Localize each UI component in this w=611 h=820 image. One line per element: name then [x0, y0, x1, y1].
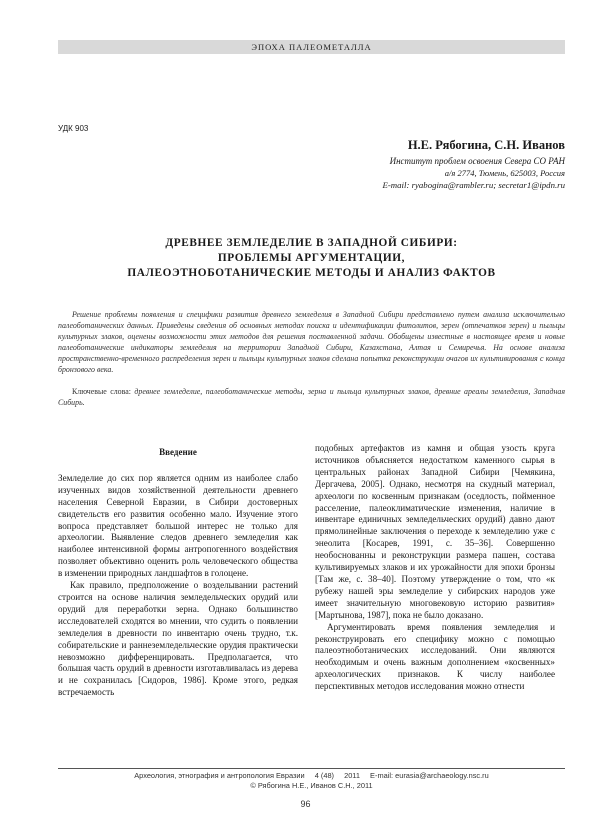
journal-email: E-mail: eurasia@archaeology.nsc.ru — [370, 771, 489, 780]
title-line: ДРЕВНЕЕ ЗЕМЛЕДЕЛИЕ В ЗАПАДНОЙ СИБИРИ: — [165, 237, 458, 249]
journal-year: 2011 — [344, 771, 360, 780]
copyright: © Рябогина Н.Е., Иванов С.Н., 2011 — [250, 781, 373, 790]
author-names: Н.Е. Рябогина, С.Н. Иванов — [407, 138, 565, 152]
keywords-text: древнее земледелие, палеоботанические методы, зерна и пыльца культурных злаков, древние ареалы земледелия, Западная Сибирь. — [58, 387, 565, 407]
udk-code: УДК 903 — [58, 124, 89, 133]
author-block — [383, 138, 566, 190]
abstract-text: Решение проблемы появления и специфики развития древнего земледелия в Западной Сибири представлено путем анализа исключительно палеоботанических данных. Приведены сведения об основных методах поиска и идентификации фитолитов, зерен (отпечатков зерен) и пыльцы культурных злаков, оценены возможности этих методов для решения поставленной задачи. Обобщены известные в настоящее время и новые палеоботанические индикаторы земледелия на территории Западной Сибири, Казахстана, Алтая и Семиречья. На основе анализа пространственно-временного распределения зерен и пыльцы культурных злаков сделана попытка реконструкции очагов их культивирования с конца бронзового века. — [58, 310, 565, 374]
author-institution: Институт проблем освоения Севера СО РАН — [389, 156, 565, 166]
section-heading: Введение — [159, 447, 197, 457]
paragraph: Земледелие до сих пор является одним из наиболее слабо изученных видов хозяйственной деятельности древнего населения Северной Евразии, в Сибири достоверных свидетельств его развития особенно мало. Изучение этого вопроса представляет большой интерес не только для археологии. Выявление следов древнего земледелия как наиболее интенсивной формы антропогенного воздействия позволяет объективно оценить роль человеческого общества в изменении природных ландшафтов в голоцене. — [58, 472, 298, 579]
author-address: а/я 2774, Тюмень, 625003, Россия — [444, 168, 565, 178]
paragraph: Аргументировать время появления земледелия и реконструировать его специфику можно с помощью палеоэтноботанических исследований. Они являются необходимым и очень важным дополнением «косвенных» археологических признаков. К числу наиболее перспективных методов исследования можно отнести — [315, 621, 555, 692]
footer-divider — [58, 768, 565, 769]
footer — [58, 771, 565, 791]
title-line: ПАЛЕОЭТНОБОТАНИЧЕСКИЕ МЕТОДЫ И АНАЛИЗ ФАКТОВ — [127, 267, 496, 279]
keywords-label: Ключевые слова: — [72, 387, 131, 396]
title-line: ПРОБЛЕМЫ АРГУМЕНТАЦИИ, — [217, 252, 406, 264]
article-title — [58, 236, 565, 281]
journal-name: Археология, этнография и антропология Евразии — [134, 771, 305, 780]
keywords — [58, 386, 565, 408]
running-head: ЭПОХА ПАЛЕОМЕТАЛЛА — [58, 40, 565, 54]
paragraph: Как правило, предположение о возделывании растений строится на основе наличия земледельческих орудий или орудий для переработки зерна. Однако большинство исследователей сходятся во мнении, что судить о появлении земледелия в древности по инвентарю очень трудно, т.к. собирательские и раннеземледельческие орудия практически невозможно дифференцировать. Предполагается, что большая часть орудий в древности изготавливалась из дерева и не сохранилась [Сидоров, 1986]. Кроме этого, редкая встречаемость — [58, 580, 298, 698]
left-column — [58, 447, 298, 699]
journal-issue: 4 (48) — [314, 771, 335, 780]
right-column — [315, 443, 555, 693]
paragraph: подобных артефактов из камня и общая узость круга источников объясняется недостатком каменного сырья в центральных районах Западной Сибири [Чемякина, Дергачева, 2005]. Однако, несмотря на скудный материал, археологи по косвенным признакам (оседлость, пойменное расселение, палеоклиматические изменения, наличие в инвентаре единичных земледельческих орудий) давно дают прямолинейные заключения о переходе к земледелию уже с энеолита [Косарев, 1991, с. 35–36]. Совершенно необоснованны и реконструкции размера пашен, состава культивируемых злаков и их урожайности для эпохи бронзы [Там же, с. 38–40]. Поэтому утверждение о том, что «к рубежу нашей эры земледелие у сибирских народов уже имеет значительную многовековую историю развития» [Мартынова, 1987], пока не было доказано. — [315, 443, 555, 620]
page-number: 96 — [300, 799, 311, 809]
abstract — [58, 309, 565, 375]
author-email: E-mail: ryabogina@rambler.ru; secretar1@ipdn.ru — [382, 180, 565, 190]
